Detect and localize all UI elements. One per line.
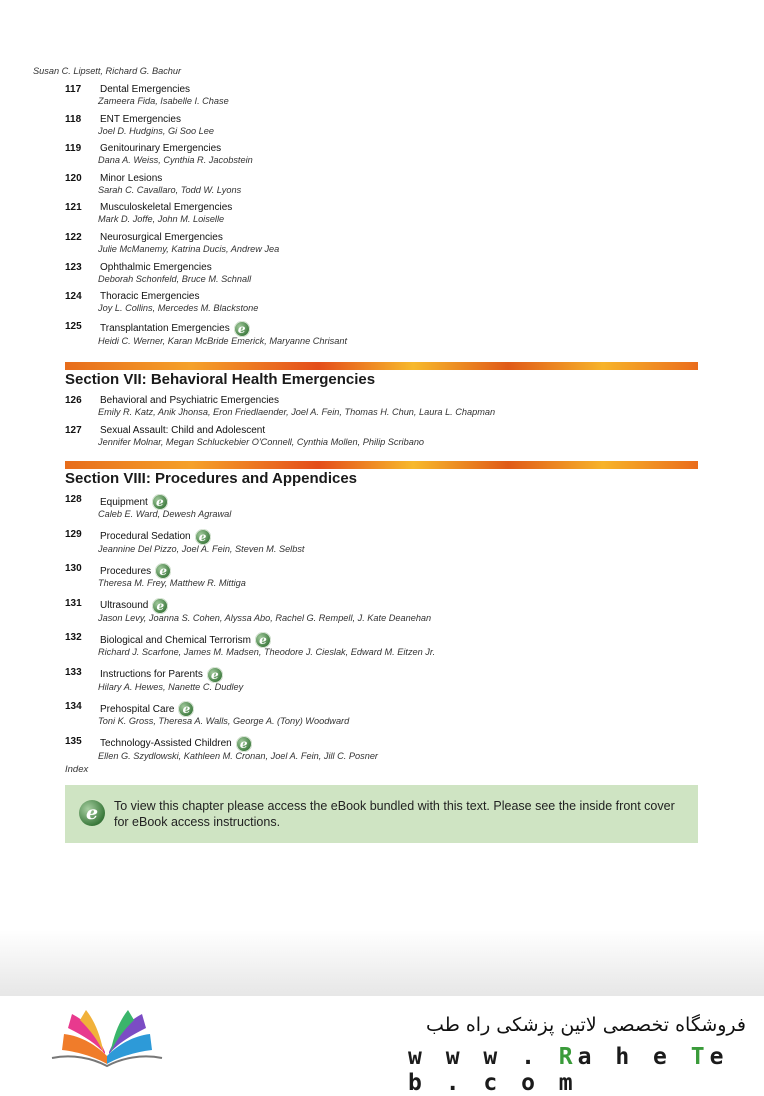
chapter-title[interactable] (100, 291, 199, 302)
chapter-title[interactable] (100, 84, 190, 95)
ebook-icon: e (207, 667, 223, 683)
chapter-title-text: Equipment (100, 496, 148, 508)
chapter-number: 127 (65, 424, 82, 436)
chapter-title[interactable] (100, 262, 212, 273)
ebook-icon: e (79, 800, 105, 826)
ebook-icon: e (234, 321, 250, 337)
chapter-title-text: Transplantation Emergencies (100, 323, 230, 335)
chapter-title-text: Technology-Assisted Children (100, 738, 232, 749)
chapter-authors: Julie McManemy, Katrina Ducis, Andrew Jea (98, 244, 280, 254)
watermark-footer (0, 996, 764, 1096)
ebook-icon: e (195, 529, 211, 545)
chapter-title[interactable] (100, 494, 168, 510)
chapter-title[interactable] (100, 529, 211, 545)
ebook-icon: e (155, 563, 171, 579)
url-part: a h e (577, 1044, 691, 1070)
chapter-authors: Hilary A. Hewes, Nanette C. Dudley (98, 681, 244, 692)
chapter-number: 129 (65, 528, 82, 540)
chapter-authors: Heidi C. Werner, Karan McBride Emerick, Maryanne Chrisant (98, 335, 347, 346)
chapter-number: 131 (65, 597, 82, 609)
chapter-title-text: Procedures (100, 565, 152, 577)
chapter-number: 135 (65, 735, 82, 747)
chapter-title-text: ENT Emergencies (100, 113, 181, 125)
chapter-title-text: Behavioral and Psychiatric Emergencies (100, 395, 279, 406)
ebook-notice (65, 785, 698, 843)
ebook-icon: e (178, 701, 194, 717)
chapter-authors: Joel D. Hudgins, Gi Soo Lee (98, 125, 214, 136)
chapter-number: 132 (65, 632, 82, 643)
chapter-number: 123 (65, 261, 82, 273)
index-link[interactable]: Index (65, 764, 89, 775)
chapter-number: 118 (65, 113, 82, 125)
chapter-title-text: Prehospital Care (100, 703, 175, 715)
chapter-title-text: Dental Emergencies (100, 84, 191, 95)
url-part: e b . c o m (408, 1044, 729, 1096)
chapter-authors: Sarah C. Cavallaro, Todd W. Lyons (98, 184, 242, 195)
chapter-number: 134 (65, 701, 82, 712)
chapter-title-text: Neurosurgical Emergencies (100, 232, 223, 243)
chapter-title-text: Ultrasound (100, 600, 149, 611)
chapter-title[interactable] (100, 202, 232, 213)
ebook-icon: e (152, 598, 168, 614)
chapter-authors: Jennifer Molnar, Megan Schluckebier O'Connell, Cynthia Mollen, Philip Scribano (98, 436, 425, 447)
section-vii-title: Section VII: Behavioral Health Emergencies (65, 371, 376, 388)
chapter-title[interactable] (100, 667, 223, 683)
chapter-title[interactable] (100, 143, 221, 154)
chapter-authors: Deborah Schonfeld, Bruce M. Schnall (98, 273, 252, 284)
chapter-number: 122 (65, 232, 82, 243)
section-viii-title: Section VIII: Procedures and Appendices (65, 470, 358, 487)
url-part: T (690, 1044, 710, 1070)
chapter-authors: Joy L. Collins, Mercedes M. Blackstone (98, 303, 259, 314)
chapter-authors: Toni K. Gross, Theresa A. Walls, George A. (Tony) Woodward (98, 716, 350, 726)
shop-name: فروشگاه تخصصی لاتین پزشکی راه طب (426, 1014, 746, 1036)
chapter-title[interactable] (100, 173, 162, 184)
chapter-title-text: Musculoskeletal Emergencies (100, 202, 233, 214)
chapter-title-text: Procedural Sedation (100, 531, 191, 542)
chapter-title-text: Genitourinary Emergencies (100, 143, 222, 155)
chapter-title[interactable] (100, 598, 168, 614)
chapter-authors: Zameera Fida, Isabelle I. Chase (98, 96, 229, 106)
chapter-number: 130 (65, 563, 82, 574)
url-part: R (558, 1044, 578, 1070)
chapter-title-text: Sexual Assault: Child and Adolescent (100, 424, 266, 436)
chapter-number: 125 (65, 320, 82, 332)
chapter-authors: Jason Levy, Joanna S. Cohen, Alyssa Abo, Rachel G. Rempell, J. Kate Deanehan (98, 612, 432, 623)
ebook-icon: e (236, 736, 252, 752)
chapter-number: 128 (65, 494, 82, 505)
chapter-title-text: Minor Lesions (100, 172, 163, 184)
chapter-authors: Emily R. Katz, Anik Jhonsa, Eron Friedlaender, Joel A. Fein, Thomas H. Chun, Laura L. Chapman (98, 407, 496, 417)
chapter-authors: Theresa M. Frey, Matthew R. Mittiga (98, 578, 246, 588)
chapter-title[interactable] (100, 701, 194, 717)
chapter-title[interactable] (100, 114, 181, 125)
chapter-authors: Richard J. Scarfone, James M. Madsen, Theodore J. Cieslak, Edward M. Eitzen Jr. (98, 647, 436, 657)
section-divider-band (65, 362, 698, 370)
book-logo-icon (42, 1006, 172, 1068)
intro-authors: Susan C. Lipsett, Richard G. Bachur (33, 66, 182, 76)
chapter-authors: Dana A. Weiss, Cynthia R. Jacobstein (98, 155, 253, 166)
chapter-title-text: Instructions for Parents (100, 669, 203, 680)
chapter-authors: Ellen G. Szydlowski, Kathleen M. Cronan, Joel A. Fein, Jill C. Posner (98, 750, 378, 761)
chapter-authors: Jeannine Del Pizzo, Joel A. Fein, Steven M. Selbst (98, 543, 305, 554)
website-url[interactable] (408, 1044, 764, 1096)
chapter-title[interactable] (100, 632, 271, 648)
chapter-authors: Caleb E. Ward, Dewesh Agrawal (98, 509, 232, 519)
chapter-title[interactable] (100, 395, 279, 406)
chapter-title[interactable] (100, 736, 252, 752)
chapter-title[interactable] (100, 232, 223, 243)
url-part: w w w . (408, 1044, 559, 1070)
chapter-title-text: Ophthalmic Emergencies (100, 261, 212, 273)
chapter-number: 133 (65, 666, 82, 678)
section-divider-band (65, 461, 698, 469)
ebook-notice-text: To view this chapter please access the eBook bundled with this text. Please see the inside front cover for eBook access instructions. (114, 799, 675, 829)
chapter-title[interactable] (100, 563, 171, 579)
chapter-number: 124 (65, 291, 82, 303)
chapter-number: 117 (65, 84, 82, 95)
chapter-number: 121 (65, 202, 82, 214)
chapter-number: 126 (65, 395, 82, 406)
chapter-title-text: Thoracic Emergencies (100, 291, 200, 303)
ebook-icon: e (255, 632, 271, 648)
chapter-number: 120 (65, 172, 82, 184)
page-bottom-shadow (0, 930, 764, 998)
chapter-number: 119 (65, 143, 82, 155)
chapter-title-text: Biological and Chemical Terrorism (100, 634, 251, 646)
chapter-title[interactable] (100, 425, 265, 436)
chapter-authors: Mark D. Joffe, John M. Loiselle (98, 214, 225, 225)
ebook-icon: e (152, 494, 168, 510)
chapter-title[interactable] (100, 321, 250, 337)
